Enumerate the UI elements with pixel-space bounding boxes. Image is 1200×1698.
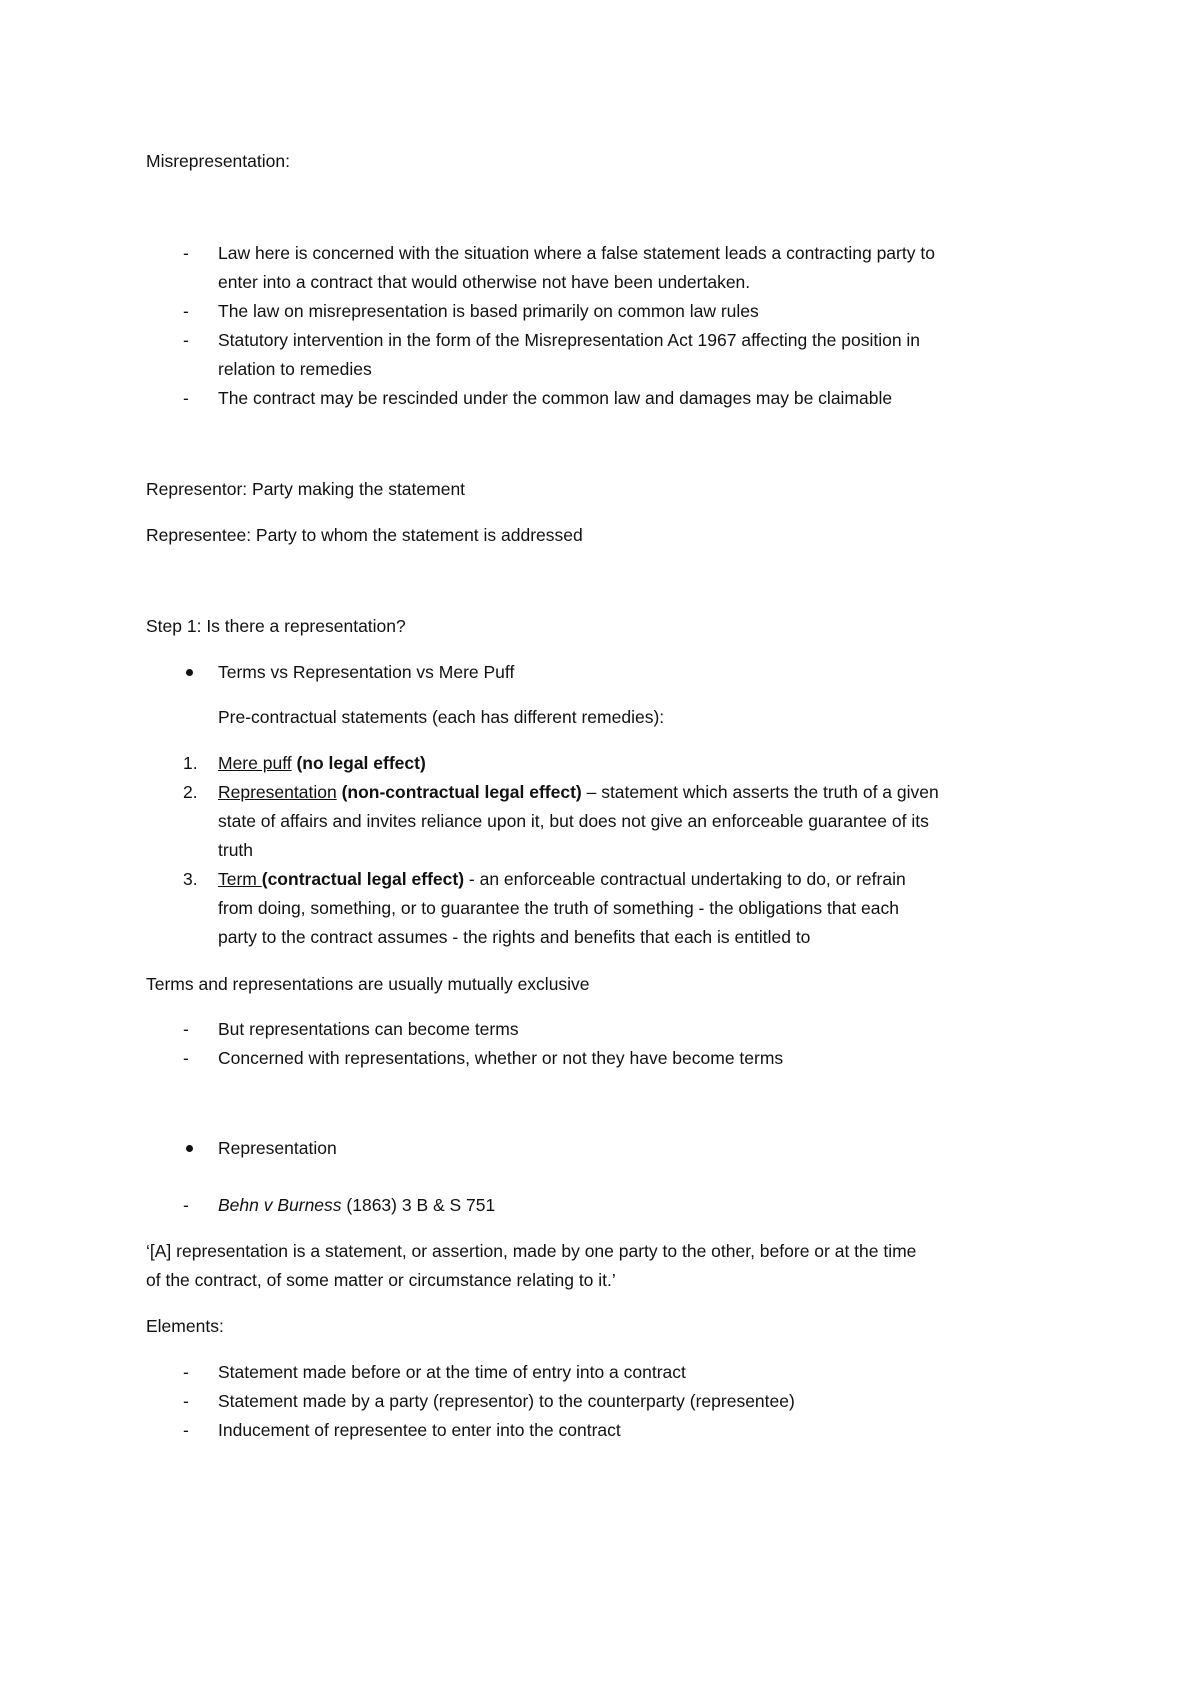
numbered-item	[218, 868, 906, 890]
case-name: Behn v Burness	[218, 1195, 342, 1215]
case-citation	[218, 1194, 495, 1216]
representor-definition: Representor: Party making the statement	[146, 479, 466, 499]
list-number: 2.	[183, 782, 198, 802]
quote-line: ‘[A] representation is a statement, or assertion, made by one party to the other, before or at the time	[146, 1241, 917, 1261]
list-marker: -	[183, 1362, 189, 1382]
page-title: Misrepresentation:	[146, 151, 290, 171]
list-item-text: Inducement of representee to enter into the contract	[218, 1420, 621, 1440]
term-effect: (non-contractual legal effect)	[336, 782, 582, 802]
bullet-text: Terms vs Representation vs Mere Puff	[218, 662, 515, 682]
bullet-icon	[186, 1145, 193, 1152]
list-item-text: relation to remedies	[218, 359, 372, 379]
term-description: – statement which asserts the truth of a given	[581, 782, 939, 802]
numbered-item-line: from doing, something, or to guarantee the truth of something - the obligations that each	[218, 898, 899, 918]
list-marker: -	[183, 243, 189, 263]
list-item-text: The contract may be rescinded under the common law and damages may be claimable	[218, 388, 893, 408]
list-marker: -	[183, 1195, 189, 1215]
list-item-text: Law here is concerned with the situation where a false statement leads a contracting party to	[218, 243, 935, 263]
step-heading: Step 1: Is there a representation?	[146, 616, 406, 636]
representee-definition: Representee: Party to whom the statement is addressed	[146, 525, 583, 545]
bullet-icon	[186, 669, 193, 676]
quote-line: of the contract, of some matter or circumstance relating to it.’	[146, 1270, 616, 1290]
term-description: - an enforceable contractual undertaking to do, or refrain	[464, 869, 906, 889]
term-name: Mere puff	[218, 753, 292, 773]
elements-heading: Elements:	[146, 1316, 224, 1336]
list-number: 3.	[183, 869, 198, 889]
list-number: 1.	[183, 753, 198, 773]
list-item-text: Statutory intervention in the form of the Misrepresentation Act 1967 affecting the position in	[218, 330, 921, 350]
case-reference: (1863) 3 B & S 751	[341, 1195, 496, 1215]
list-marker: -	[183, 1420, 189, 1440]
term-effect: (contractual legal effect)	[261, 869, 465, 889]
term-name: Representation	[218, 782, 337, 802]
list-item-text: Concerned with representations, whether or not they have become terms	[218, 1048, 784, 1068]
numbered-item-line: truth	[218, 840, 254, 860]
list-marker: -	[183, 1391, 189, 1411]
numbered-item-line: party to the contract assumes - the rights and benefits that each is entitled to	[218, 927, 811, 947]
list-item-text: But representations can become terms	[218, 1019, 519, 1039]
precontract-heading: Pre-contractual statements (each has different remedies):	[218, 707, 665, 727]
list-marker: -	[183, 1019, 189, 1039]
list-item-text: Statement made before or at the time of entry into a contract	[218, 1362, 686, 1382]
exclusive-statement: Terms and representations are usually mutually exclusive	[146, 974, 590, 994]
list-marker: -	[183, 301, 189, 321]
list-marker: -	[183, 388, 189, 408]
numbered-item	[218, 752, 426, 774]
numbered-item	[218, 781, 939, 803]
list-item-text: The law on misrepresentation is based primarily on common law rules	[218, 301, 759, 321]
list-marker: -	[183, 1048, 189, 1068]
numbered-item-line: state of affairs and invites reliance upon it, but does not give an enforceable guarantee of its	[218, 811, 929, 831]
bullet-text: Representation	[218, 1138, 337, 1158]
list-item-text: enter into a contract that would otherwise not have been undertaken.	[218, 272, 751, 292]
term-effect: (no legal effect)	[291, 753, 426, 773]
list-marker: -	[183, 330, 189, 350]
term-name: Term	[218, 869, 262, 889]
list-item-text: Statement made by a party (representor) to the counterparty (representee)	[218, 1391, 795, 1411]
